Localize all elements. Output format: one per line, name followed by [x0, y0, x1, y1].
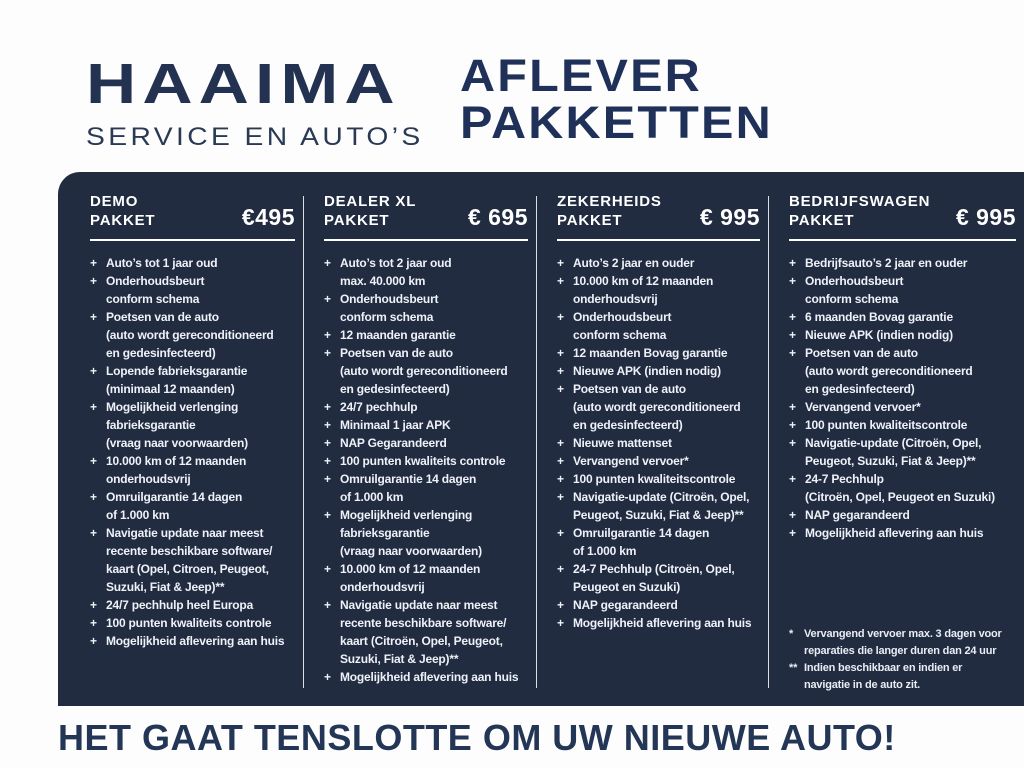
item-text: 24-7 Pechhulp (Citroën, Opel, Peugeot en Suzuki)	[805, 472, 995, 504]
package-item	[324, 398, 528, 416]
package-item	[324, 506, 528, 560]
package-item	[789, 470, 1016, 506]
plus-marker: +	[324, 400, 331, 414]
plus-marker: +	[90, 490, 97, 504]
item-text: NAP gegarandeerd	[573, 598, 678, 612]
plus-marker: +	[557, 256, 564, 270]
plus-marker: +	[324, 670, 331, 684]
plus-marker: +	[789, 526, 796, 540]
item-text: 10.000 km of 12 maanden onderhoudsvrij	[573, 274, 714, 306]
footnote-marker: **	[789, 662, 798, 674]
column-divider	[536, 196, 537, 688]
item-text: Onderhoudsbeurt conform schema	[805, 274, 904, 306]
package-columns	[58, 172, 1024, 706]
plus-marker: +	[557, 274, 564, 288]
plus-marker: +	[90, 616, 97, 630]
package-item	[90, 488, 295, 524]
item-text: Mogelijkheid verlenging fabrieksgarantie (vraag naar voorwaarden)	[106, 400, 248, 450]
brand-subtitle: SERVICE EN AUTO’S	[86, 123, 424, 151]
package-items	[789, 254, 1016, 542]
package-item	[789, 272, 1016, 308]
item-text: Mogelijkheid aflevering aan huis	[340, 670, 519, 684]
plus-marker: +	[789, 472, 796, 486]
item-text: Navigatie-update (Citroën, Opel, Peugeot, Suzuki, Fiat & Jeep)**	[805, 436, 982, 468]
package-header	[90, 192, 295, 230]
item-text: 24-7 Pechhulp (Citroën, Opel, Peugeot en Suzuki)	[573, 562, 735, 594]
package-price: €495	[241, 204, 295, 230]
package-name: ZEKERHEIDS PAKKET	[557, 193, 662, 229]
item-text: 100 punten kwaliteits controle	[106, 616, 272, 630]
plus-marker: +	[324, 562, 331, 576]
item-text: Nieuwe APK (indien nodig)	[573, 364, 721, 378]
item-text: Auto’s tot 2 jaar oud max. 40.000 km	[340, 256, 452, 288]
package-item	[557, 614, 760, 632]
item-text: Omruilgarantie 14 dagen of 1.000 km	[573, 526, 710, 558]
item-text: Bedrijfsauto’s 2 jaar en ouder	[805, 256, 968, 270]
plus-marker: +	[789, 418, 796, 432]
header-rule	[90, 239, 295, 241]
item-text: Navigatie update naar meest recente beschikbare software/ kaart (Opel, Citroen, Peugeot, Suzuki, Fiat & Jeep)**	[106, 526, 273, 594]
item-text: Onderhoudsbeurt conform schema	[340, 292, 439, 324]
plus-marker: +	[90, 634, 97, 648]
package-name: DEMO PAKKET	[90, 193, 156, 229]
plus-marker: +	[90, 310, 97, 324]
package-item	[557, 560, 760, 596]
package-item	[557, 362, 760, 380]
package-item	[789, 344, 1016, 398]
item-text: Vervangend vervoer*	[805, 400, 921, 414]
plus-marker: +	[324, 454, 331, 468]
item-text: Auto’s tot 1 jaar oud	[106, 256, 218, 270]
footnote-text: Vervangend vervoer max. 3 dagen voor reparaties die langer duren dan 24 uur	[804, 628, 1002, 657]
package-item	[324, 452, 528, 470]
package-item	[557, 434, 760, 452]
package-item	[90, 398, 295, 452]
package-column	[536, 172, 768, 706]
plus-marker: +	[557, 526, 564, 540]
package-item	[324, 344, 528, 398]
item-text: Nieuwe mattenset	[573, 436, 672, 450]
plus-marker: +	[324, 472, 331, 486]
item-text: Mogelijkheid aflevering aan huis	[573, 616, 752, 630]
plus-marker: +	[557, 616, 564, 630]
item-text: Vervangend vervoer*	[573, 454, 689, 468]
package-item	[324, 470, 528, 506]
package-column	[58, 172, 303, 706]
package-item	[90, 596, 295, 614]
plus-marker: +	[789, 328, 796, 342]
package-item	[90, 254, 295, 272]
plus-marker: +	[557, 310, 564, 324]
package-item	[557, 254, 760, 272]
package-item	[789, 308, 1016, 326]
footer-tagline: HET GAAT TENSLOTTE OM UW NIEUWE AUTO!	[58, 717, 896, 758]
package-item	[789, 326, 1016, 344]
package-name: DEALER XL PAKKET	[324, 193, 417, 229]
item-text: NAP Gegarandeerd	[340, 436, 447, 450]
package-item	[90, 614, 295, 632]
package-item	[324, 560, 528, 596]
package-item	[324, 290, 528, 326]
package-item	[324, 434, 528, 452]
plus-marker: +	[557, 562, 564, 576]
plus-marker: +	[557, 454, 564, 468]
page-title-line1: AFLEVER	[460, 50, 702, 101]
package-item	[324, 254, 528, 290]
plus-marker: +	[90, 364, 97, 378]
package-header	[324, 192, 528, 230]
column-divider	[303, 196, 304, 688]
package-item	[789, 398, 1016, 416]
header-rule	[557, 239, 760, 241]
item-text: Onderhoudsbeurt conform schema	[573, 310, 672, 342]
footnote-marker: *	[789, 628, 794, 640]
brand-logo	[86, 52, 424, 152]
footnote	[789, 660, 1016, 694]
package-header	[789, 192, 1016, 230]
item-text: 100 punten kwaliteitscontrole	[573, 472, 736, 486]
footnote	[789, 626, 1016, 660]
plus-marker: +	[324, 256, 331, 270]
plus-marker: +	[324, 598, 331, 612]
item-text: Navigatie update naar meest recente beschikbare software/ kaart (Citroën, Opel, Peugeot, Suzuki, Fiat & Jeep)**	[340, 598, 507, 666]
footnote-text: Indien beschikbaar en indien er navigatie in de auto zit.	[804, 662, 963, 691]
package-item	[90, 272, 295, 308]
plus-marker: +	[789, 508, 796, 522]
packages-panel	[58, 172, 1024, 706]
plus-marker: +	[557, 490, 564, 504]
package-item	[557, 470, 760, 488]
plus-marker: +	[789, 346, 796, 360]
plus-marker: +	[324, 346, 331, 360]
package-header	[557, 192, 760, 230]
plus-marker: +	[324, 418, 331, 432]
package-item	[324, 596, 528, 668]
package-item	[789, 524, 1016, 542]
package-item	[324, 326, 528, 344]
item-text: Auto’s 2 jaar en ouder	[573, 256, 695, 270]
plus-marker: +	[557, 436, 564, 450]
package-items	[557, 254, 760, 632]
plus-marker: +	[789, 256, 796, 270]
package-items	[90, 254, 295, 650]
footnotes	[789, 626, 1016, 694]
package-item	[557, 452, 760, 470]
item-text: Poetsen van de auto (auto wordt gereconditioneerd en gedesinfecteerd)	[340, 346, 508, 396]
plus-marker: +	[90, 274, 97, 288]
item-text: Poetsen van de auto (auto wordt gereconditioneerd en gedesinfecteerd)	[805, 346, 973, 396]
package-item	[789, 434, 1016, 470]
plus-marker: +	[789, 310, 796, 324]
package-item	[557, 524, 760, 560]
plus-marker: +	[789, 436, 796, 450]
item-text: Poetsen van de auto (auto wordt gereconditioneerd en gedesinfecteerd)	[106, 310, 274, 360]
package-column	[303, 172, 536, 706]
package-item	[789, 254, 1016, 272]
plus-marker: +	[324, 508, 331, 522]
package-item	[557, 272, 760, 308]
page-title	[460, 52, 773, 146]
item-text: Poetsen van de auto (auto wordt gereconditioneerd en gedesinfecteerd)	[573, 382, 741, 432]
plus-marker: +	[324, 328, 331, 342]
brand-name: HAAIMA	[86, 52, 401, 116]
column-divider	[768, 196, 769, 688]
item-text: Mogelijkheid verlenging fabrieksgarantie (vraag naar voorwaarden)	[340, 508, 482, 558]
item-text: 24/7 pechhulp heel Europa	[106, 598, 254, 612]
package-price: € 695	[467, 204, 528, 230]
item-text: 12 maanden Bovag garantie	[573, 346, 728, 360]
plus-marker: +	[90, 454, 97, 468]
item-text: Omruilgarantie 14 dagen of 1.000 km	[106, 490, 243, 522]
package-item	[557, 488, 760, 524]
package-item	[557, 344, 760, 362]
package-name: BEDRIJFSWAGEN PAKKET	[789, 193, 931, 229]
package-item	[90, 452, 295, 488]
plus-marker: +	[557, 598, 564, 612]
package-item	[324, 416, 528, 434]
plus-marker: +	[557, 364, 564, 378]
item-text: 10.000 km of 12 maanden onderhoudsvrij	[340, 562, 481, 594]
package-item	[789, 416, 1016, 434]
plus-marker: +	[90, 256, 97, 270]
plus-marker: +	[90, 598, 97, 612]
package-item	[557, 308, 760, 344]
item-text: Nieuwe APK (indien nodig)	[805, 328, 953, 342]
package-item	[90, 362, 295, 398]
header-rule	[789, 239, 1016, 241]
item-text: Navigatie-update (Citroën, Opel, Peugeot, Suzuki, Fiat & Jeep)**	[573, 490, 750, 522]
item-text: Mogelijkheid aflevering aan huis	[805, 526, 984, 540]
item-text: 100 punten kwaliteits controle	[340, 454, 506, 468]
plus-marker: +	[789, 274, 796, 288]
item-text: 6 maanden Bovag garantie	[805, 310, 953, 324]
package-price: € 995	[955, 204, 1016, 230]
item-text: Omruilgarantie 14 dagen of 1.000 km	[340, 472, 477, 504]
package-item	[90, 524, 295, 596]
package-item	[557, 380, 760, 434]
item-text: Mogelijkheid aflevering aan huis	[106, 634, 285, 648]
item-text: Lopende fabrieksgarantie (minimaal 12 maanden)	[106, 364, 248, 396]
plus-marker: +	[90, 400, 97, 414]
plus-marker: +	[324, 436, 331, 450]
item-text: Onderhoudsbeurt conform schema	[106, 274, 205, 306]
item-text: 24/7 pechhulp	[340, 400, 418, 414]
package-price: € 995	[699, 204, 760, 230]
plus-marker: +	[324, 292, 331, 306]
plus-marker: +	[557, 382, 564, 396]
package-item	[90, 308, 295, 362]
page-title-line2: PAKKETTEN	[460, 97, 773, 148]
plus-marker: +	[557, 346, 564, 360]
package-items	[324, 254, 528, 686]
plus-marker: +	[90, 526, 97, 540]
package-item	[789, 506, 1016, 524]
package-column	[768, 172, 1024, 706]
plus-marker: +	[557, 472, 564, 486]
item-text: 12 maanden garantie	[340, 328, 456, 342]
plus-marker: +	[789, 400, 796, 414]
package-item	[557, 596, 760, 614]
item-text: Minimaal 1 jaar APK	[340, 418, 451, 432]
item-text: 10.000 km of 12 maanden onderhoudsvrij	[106, 454, 247, 486]
package-item	[324, 668, 528, 686]
item-text: 100 punten kwaliteitscontrole	[805, 418, 968, 432]
header-rule	[324, 239, 528, 241]
package-item	[90, 632, 295, 650]
item-text: NAP gegarandeerd	[805, 508, 910, 522]
